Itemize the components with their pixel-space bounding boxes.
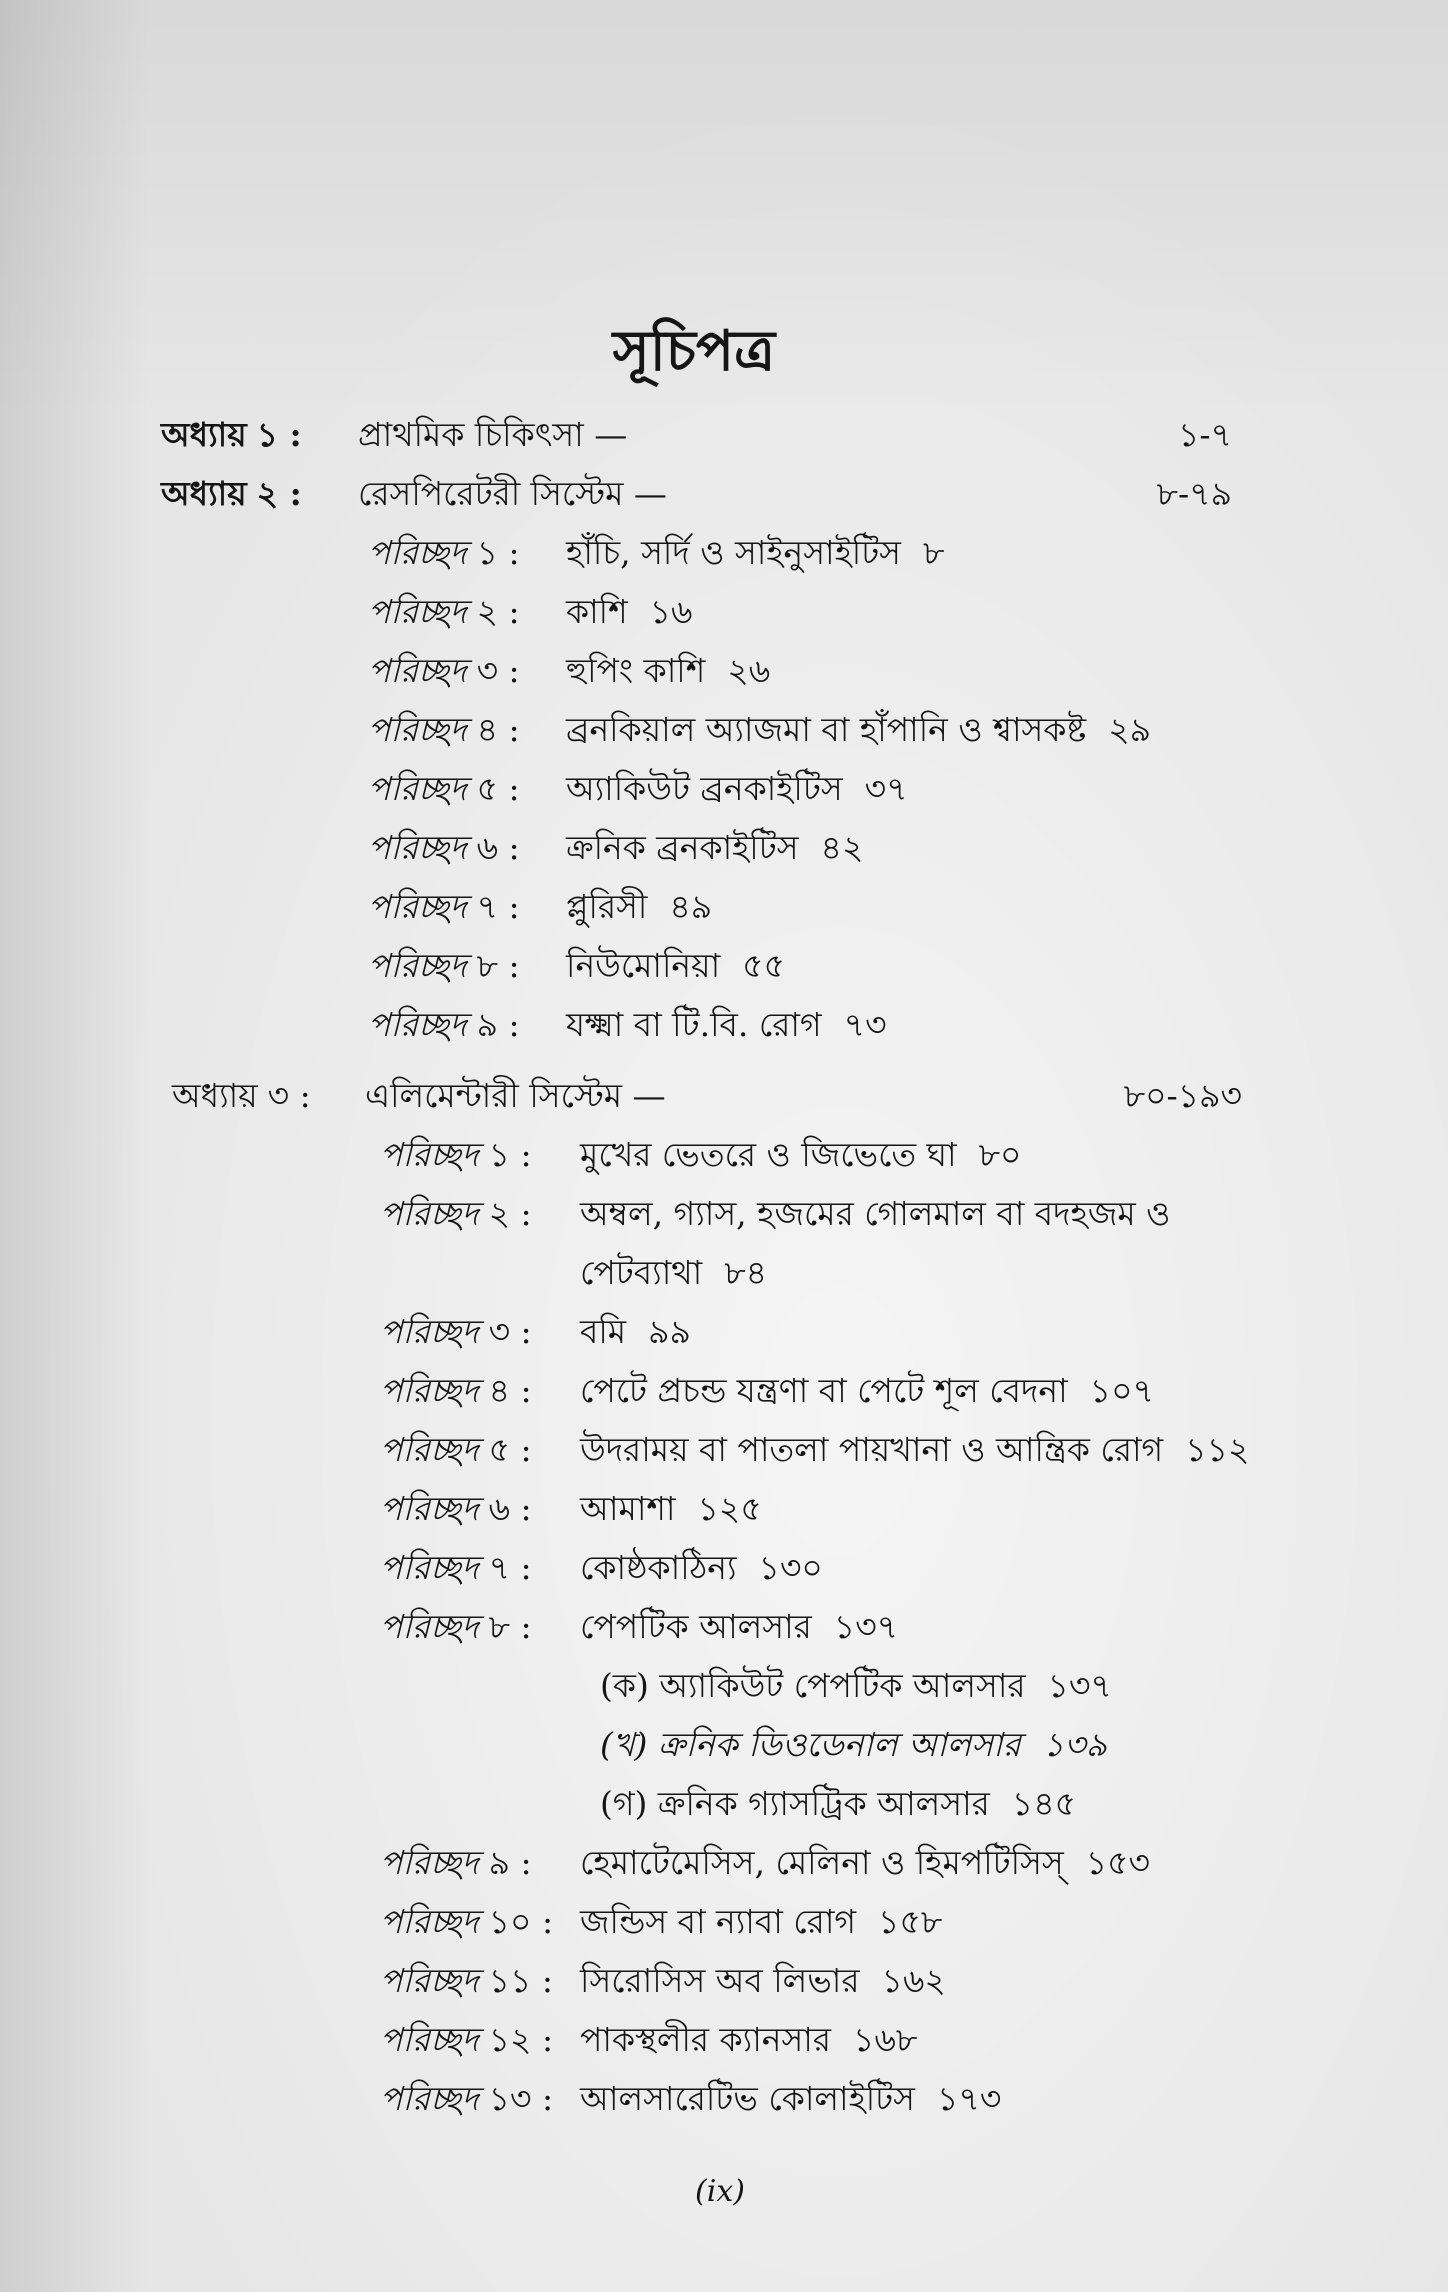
section-title: বমি [580,1312,627,1351]
subsection-text [600,1774,1076,1833]
section-text [566,700,1151,759]
section-word: পরিচ্ছদ [380,1607,479,1646]
section-label [368,818,520,877]
section-page: ১৬৮ [853,2020,918,2059]
section-label [368,759,520,818]
section-row [0,1833,1448,1892]
section-text [566,641,770,700]
section-word: পরিচ্ছদ [380,1489,479,1528]
section-number: ১৩ : [488,2079,554,2118]
section-page: ২৬ [727,651,771,690]
section-title: নিউমোনিয়া [566,946,721,985]
section-page: ১৩৭ [833,1607,899,1646]
section-label [380,1833,532,1892]
chapter-label [161,405,302,464]
section-page: ১২৫ [697,1489,762,1528]
subsection-page: ১৩৯ [1042,1725,1108,1764]
section-number: ৯ : [476,1005,520,1044]
section-text [566,818,863,877]
section-word: পরিচ্ছদ [368,592,467,631]
section-label [368,523,520,582]
section-page: ১৩০ [758,1548,823,1587]
section-row [0,1420,1448,1479]
section-page: ৯৯ [648,1312,691,1351]
section-word: পরিচ্ছদ [368,946,467,985]
section-row [0,523,1448,582]
section-label [380,2069,553,2128]
section-label [380,2010,553,2069]
section-page: ১৬২ [881,1961,946,2000]
section-label [380,1892,553,1951]
chapter-number: ২ : [256,474,302,513]
section-number: ১ : [476,533,520,572]
section-page: ১০৭ [1089,1371,1154,1410]
section-page: ১৬ [649,592,693,631]
section-row [0,641,1448,700]
chapter-page-range: ৮০-১৯৩ [1123,1076,1242,1115]
section-word: পরিচ্ছদ [380,1548,479,1587]
section-title: অ্যাকিউট ব্রনকাইটিস [566,769,843,808]
section-row [0,1125,1448,1184]
section-title-continuation: পেটব্যাথা [580,1253,703,1292]
section-text [580,2069,1001,2128]
section-word: পরিচ্ছদ [380,1135,479,1174]
section-label [368,582,520,641]
section-title: হেমাটেমেসিস, মেলিনা ও হিমপটিসিস্ [580,1843,1064,1882]
section-page: ৮ [922,533,945,572]
section-label [368,700,520,759]
section-row [0,700,1448,759]
section-continuation-row [0,1243,1448,1302]
chapter-row [0,405,1448,464]
section-label [380,1420,532,1479]
section-text [566,759,908,818]
section-word: পরিচ্ছদ [368,710,467,749]
section-title: মুখের ভেতরে ও জিভেতে ঘা [580,1135,957,1174]
subsection-text [600,1715,1107,1774]
subsection-title: (খ) ক্রনিক ডিওডেনাল আলসার [600,1725,1021,1764]
section-text [566,936,785,995]
section-row [0,995,1448,1054]
section-number: ৮ : [476,946,520,985]
section-row [0,877,1448,936]
section-text [580,1184,1170,1243]
section-title: প্লুরিসী [566,887,648,926]
section-title: হাঁচি, সর্দি ও সাইনুসাইটিস [566,533,901,572]
section-number: ৪ : [488,1371,532,1410]
section-number: ৪ : [476,710,520,749]
section-page: ১৭৩ [936,2079,1002,2118]
section-word: পরিচ্ছদ [380,2079,479,2118]
section-text [566,582,693,641]
chapter-block [0,405,1448,464]
section-page: ১৫৮ [878,1902,943,1941]
page-number-footer: (ix) [695,2174,745,2209]
chapter-number: ৩ : [267,1076,311,1115]
chapter-word: অধ্যায় [161,415,247,454]
section-label [368,877,520,936]
section-label [380,1479,532,1538]
subsection-row [0,1774,1448,1833]
section-row [0,582,1448,641]
subsection-row [0,1715,1448,1774]
section-page: ৪৯ [669,887,713,926]
chapter-block [0,1066,1448,2128]
section-text [580,1833,1150,1892]
section-text [566,523,944,582]
section-word: পরিচ্ছদ [380,2020,479,2059]
chapter-title: রেসপিরেটরী সিস্টেম — [358,474,667,513]
section-row [0,936,1448,995]
section-word: পরিচ্ছদ [368,533,467,572]
section-number: ২ : [488,1194,532,1233]
section-number: ১১ : [488,1961,554,2000]
section-text [580,1420,1249,1479]
section-text [566,995,887,1054]
section-label [380,1597,532,1656]
section-title: জন্ডিস বা ন্যাবা রোগ [580,1902,857,1941]
section-text [580,1597,898,1656]
section-number: ২ : [476,592,520,631]
section-number: ৬ : [488,1489,532,1528]
chapter-row [0,464,1448,523]
section-row [0,1538,1448,1597]
section-page: ৫৫ [742,946,785,985]
section-label [380,1538,532,1597]
section-number: ৯ : [488,1843,532,1882]
section-title: কোষ্ঠকাঠিন্য [580,1548,737,1587]
section-page: ২৯ [1108,710,1152,749]
section-page: ৮৪ [724,1253,768,1292]
section-row [0,1479,1448,1538]
section-word: পরিচ্ছদ [380,1194,479,1233]
section-label [368,936,520,995]
section-number: ৭ : [488,1548,532,1587]
chapter-label [172,1066,311,1125]
section-text [580,1361,1154,1420]
section-row [0,2010,1448,2069]
section-title: হুপিং কাশি [566,651,706,690]
section-row [0,1892,1448,1951]
section-row [0,1184,1448,1243]
chapter-row [0,1066,1448,1125]
subsection-row [0,1656,1448,1715]
section-word: পরিচ্ছদ [380,1961,479,2000]
table-of-contents [0,405,1448,2128]
section-text [580,1479,762,1538]
section-page: ৮০ [978,1135,1022,1174]
section-word: পরিচ্ছদ [368,828,467,867]
section-title: পেপটিক আলসার [580,1607,812,1646]
section-label [380,1125,532,1184]
chapter-number: ১ : [256,415,302,454]
section-row [0,1597,1448,1656]
section-word: পরিচ্ছদ [380,1902,479,1941]
section-number: ৩ : [488,1312,532,1351]
section-title: কাশি [566,592,628,631]
section-title: আমাশা [580,1489,676,1528]
section-number: ১০ : [488,1902,554,1941]
section-title: উদরাময় বা পাতলা পায়খানা ও আন্ত্রিক রোগ [580,1430,1164,1469]
chapter-word: অধ্যায় [172,1076,258,1115]
section-number: ৭ : [476,887,520,926]
section-label [380,1302,532,1361]
section-label [368,995,520,1054]
section-number: ৩ : [476,651,520,690]
section-word: পরিচ্ছদ [368,769,467,808]
section-page: ৩৭ [864,769,908,808]
section-word: পরিচ্ছদ [368,887,467,926]
section-text [580,1125,1021,1184]
section-text [566,877,712,936]
section-title: সিরোসিস অব লিভার [580,1961,860,2000]
section-text [580,2010,917,2069]
section-page: ৭৩ [843,1005,887,1044]
section-word: পরিচ্ছদ [380,1843,479,1882]
section-row [0,759,1448,818]
section-title: ক্রনিক ব্রনকাইটিস [566,828,799,867]
section-title: পাকস্থলীর ক্যানসার [580,2020,832,2059]
section-page: ১৫৩ [1085,1843,1151,1882]
page-title: সূচিপত্র [612,318,776,384]
chapter-word: অধ্যায় [161,474,247,513]
section-text [580,1302,691,1361]
section-title: অম্বল, গ্যাস, হজমের গোলমাল বা বদহজম ও [580,1194,1171,1233]
section-number: ৫ : [476,769,520,808]
section-number: ১২ : [488,2020,554,2059]
section-title: যক্ষ্মা বা টি.বি. রোগ [566,1005,822,1044]
section-title: পেটে প্রচন্ড যন্ত্রণা বা পেটে শূল বেদনা [580,1371,1068,1410]
section-row [0,1951,1448,2010]
section-word: পরিচ্ছদ [380,1312,479,1351]
section-title: ব্রনকিয়াল অ্যাজমা বা হাঁপানি ও শ্বাসকষ্ট [566,710,1087,749]
section-page: ৪২ [820,828,864,867]
section-word: পরিচ্ছদ [368,1005,467,1044]
section-text [580,1951,946,2010]
section-number: ৬ : [476,828,520,867]
subsection-page: ১৩৭ [1047,1666,1112,1705]
subsection-page: ১৪৫ [1011,1784,1077,1823]
section-row [0,2069,1448,2128]
section-word: পরিচ্ছদ [380,1371,479,1410]
section-row [0,1361,1448,1420]
chapter-page-range: ১-৭ [1177,415,1232,454]
section-word: পরিচ্ছদ [380,1430,479,1469]
section-text [580,1243,767,1302]
section-label [368,641,520,700]
section-label [380,1184,532,1243]
subsection-title: (ক) অ্যাকিউট পেপটিক আলসার [600,1666,1026,1705]
section-number: ১ : [488,1135,532,1174]
chapter-page-range: ৮-৭৯ [1156,474,1232,513]
section-page: ১১২ [1185,1430,1250,1469]
section-title: আলসারেটিভ কোলাইটিস [580,2079,915,2118]
section-number: ৫ : [488,1430,532,1469]
chapter-title: প্রাথমিক চিকিৎসা — [358,415,628,454]
subsection-text [600,1656,1112,1715]
section-row [0,1302,1448,1361]
chapter-block [0,464,1448,1054]
section-word: পরিচ্ছদ [368,651,467,690]
chapter-label [161,464,302,523]
section-row [0,818,1448,877]
section-text [580,1892,942,1951]
section-text [580,1538,823,1597]
chapter-title: এলিমেন্টারী সিস্টেম — [365,1076,666,1115]
section-number: ৮ : [488,1607,532,1646]
section-label [380,1951,553,2010]
section-label [380,1361,532,1420]
subsection-title: (গ) ক্রনিক গ্যাসট্রিক আলসার [600,1784,990,1823]
